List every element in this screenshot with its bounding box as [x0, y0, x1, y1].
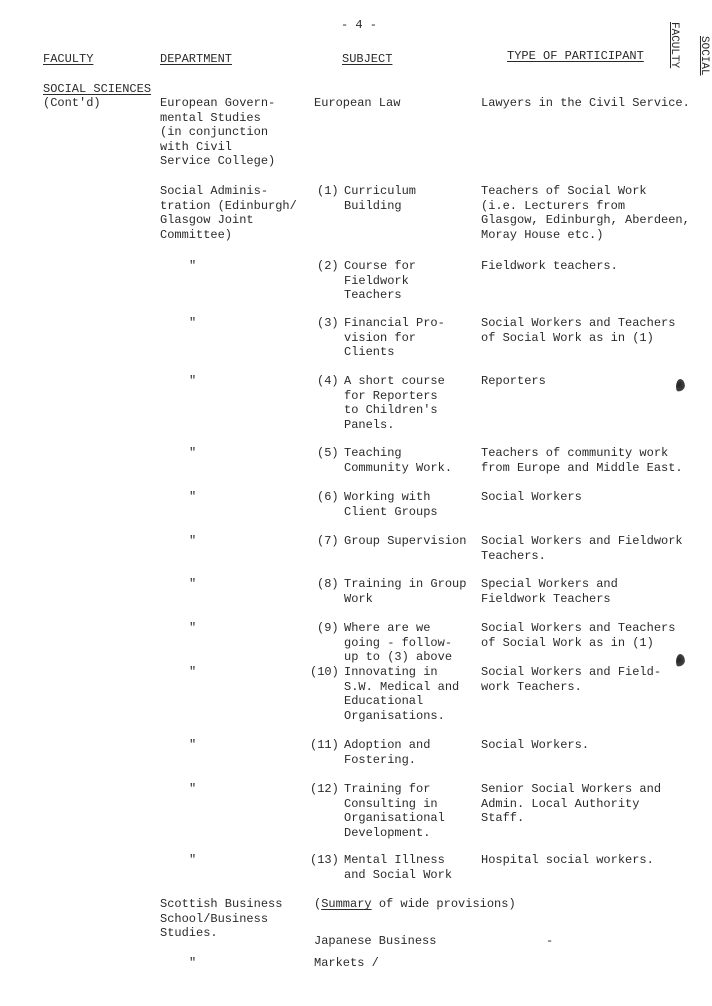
row-2-subject: Course for Fieldwork Teachers	[344, 259, 417, 303]
row-12-number: (12)	[310, 782, 339, 796]
row-7-number: (7)	[317, 534, 339, 548]
row-2-ditto: "	[189, 259, 197, 273]
row-12-participant: Senior Social Workers and Admin. Local Authority Staff.	[481, 782, 662, 826]
row-8-subject: Training in Group Work	[344, 577, 467, 606]
row-3-ditto: "	[189, 316, 197, 330]
row-1-subject: Curriculum Building	[344, 184, 417, 213]
punch-hole-mark	[676, 654, 685, 669]
business-summary	[314, 897, 516, 912]
business-subject-line-2: Markets /	[314, 956, 379, 970]
row-5-ditto: "	[189, 446, 197, 460]
row-12-ditto: "	[189, 782, 197, 796]
row-10-ditto: "	[189, 665, 197, 679]
row-7-participant: Social Workers and Fieldwork Teachers.	[481, 534, 683, 563]
row-0-department: European Govern- mental Studies (in conjunction with Civil Service College)	[160, 96, 276, 169]
row-4-number: (4)	[317, 374, 339, 388]
row-2-participant: Fieldwork teachers.	[481, 259, 618, 273]
row-4-participant: Reporters	[481, 374, 546, 388]
row-10-subject: Innovating in S.W. Medical and Educational Organisations.	[344, 665, 460, 723]
row-11-subject: Adoption and Fostering.	[344, 738, 431, 767]
row-6-number: (6)	[317, 490, 339, 504]
row-6-participant: Social Workers	[481, 490, 582, 504]
row-10-number: (10)	[310, 665, 339, 679]
header-department: DEPARTMENT	[160, 52, 233, 66]
row-12-subject: Training for Consulting in Organisational Development.	[344, 782, 445, 840]
summary-word: Summary	[321, 897, 372, 911]
row-3-participant: Social Workers and Teachers of Social Work as in (1)	[481, 316, 676, 345]
business-subject-line-1: Japanese Business	[314, 934, 437, 948]
row-6-subject: Working with Client Groups	[344, 490, 438, 519]
business-department: Scottish Business School/Business Studies.	[160, 897, 283, 941]
row-2-number: (2)	[317, 259, 339, 273]
row-3-subject: Financial Pro- vision for Clients	[344, 316, 445, 360]
row-9-number: (9)	[317, 621, 339, 635]
row-1-participant: Teachers of Social Work (i.e. Lecturers from Glasgow, Edinburgh, Aberdeen, Moray House etc.)	[481, 184, 690, 242]
margin-tab-social: SOCIAL	[698, 36, 710, 76]
row-4-ditto: "	[189, 374, 197, 388]
business-ditto: "	[189, 956, 197, 970]
row-8-ditto: "	[189, 577, 197, 591]
row-5-participant: Teachers of community work from Europe and Middle East.	[481, 446, 683, 475]
row-6-ditto: "	[189, 490, 197, 504]
row-13-participant: Hospital social workers.	[481, 853, 654, 867]
row-13-number: (13)	[310, 853, 339, 867]
row-7-ditto: "	[189, 534, 197, 548]
row-8-participant: Special Workers and Fieldwork Teachers	[481, 577, 618, 606]
business-participant: -	[546, 934, 554, 948]
page-number: - 4 -	[341, 18, 378, 32]
row-9-ditto: "	[189, 621, 197, 635]
row-8-number: (8)	[317, 577, 339, 591]
row-0-participant: Lawyers in the Civil Service.	[481, 96, 690, 110]
row-11-ditto: "	[189, 738, 197, 752]
faculty-name: SOCIAL SCIENCES	[43, 82, 152, 96]
row-1-number: (1)	[317, 184, 339, 198]
faculty-continued: (Cont'd)	[43, 96, 101, 110]
row-7-subject: Group Supervision	[344, 534, 467, 548]
row-13-ditto: "	[189, 853, 197, 867]
row-4-subject: A short course for Reporters to Children's Panels.	[344, 374, 445, 432]
row-5-number: (5)	[317, 446, 339, 460]
header-subject: SUBJECT	[342, 52, 393, 66]
row-0-subject: European Law	[314, 96, 401, 110]
punch-hole-mark	[676, 379, 685, 394]
row-11-number: (11)	[310, 738, 339, 752]
row-10-participant: Social Workers and Field- work Teachers.	[481, 665, 662, 694]
row-5-subject: Teaching Community Work.	[344, 446, 453, 475]
row-9-participant: Social Workers and Teachers of Social Work as in (1)	[481, 621, 676, 650]
row-9-subject: Where are we going - follow- up to (3) above	[344, 621, 453, 665]
header-faculty: FACULTY	[43, 52, 94, 66]
row-1-department: Social Adminis- tration (Edinburgh/ Glasgow Joint Committee)	[160, 184, 297, 242]
margin-tab-faculty: FACULTY	[668, 22, 680, 69]
row-13-subject: Mental Illness and Social Work	[344, 853, 453, 882]
row-3-number: (3)	[317, 316, 339, 330]
header-type-of-participant: TYPE OF PARTICIPANT	[507, 49, 644, 63]
summary-rest: of wide provisions)	[371, 897, 516, 911]
summary-open: (	[314, 897, 322, 911]
row-11-participant: Social Workers.	[481, 738, 590, 752]
